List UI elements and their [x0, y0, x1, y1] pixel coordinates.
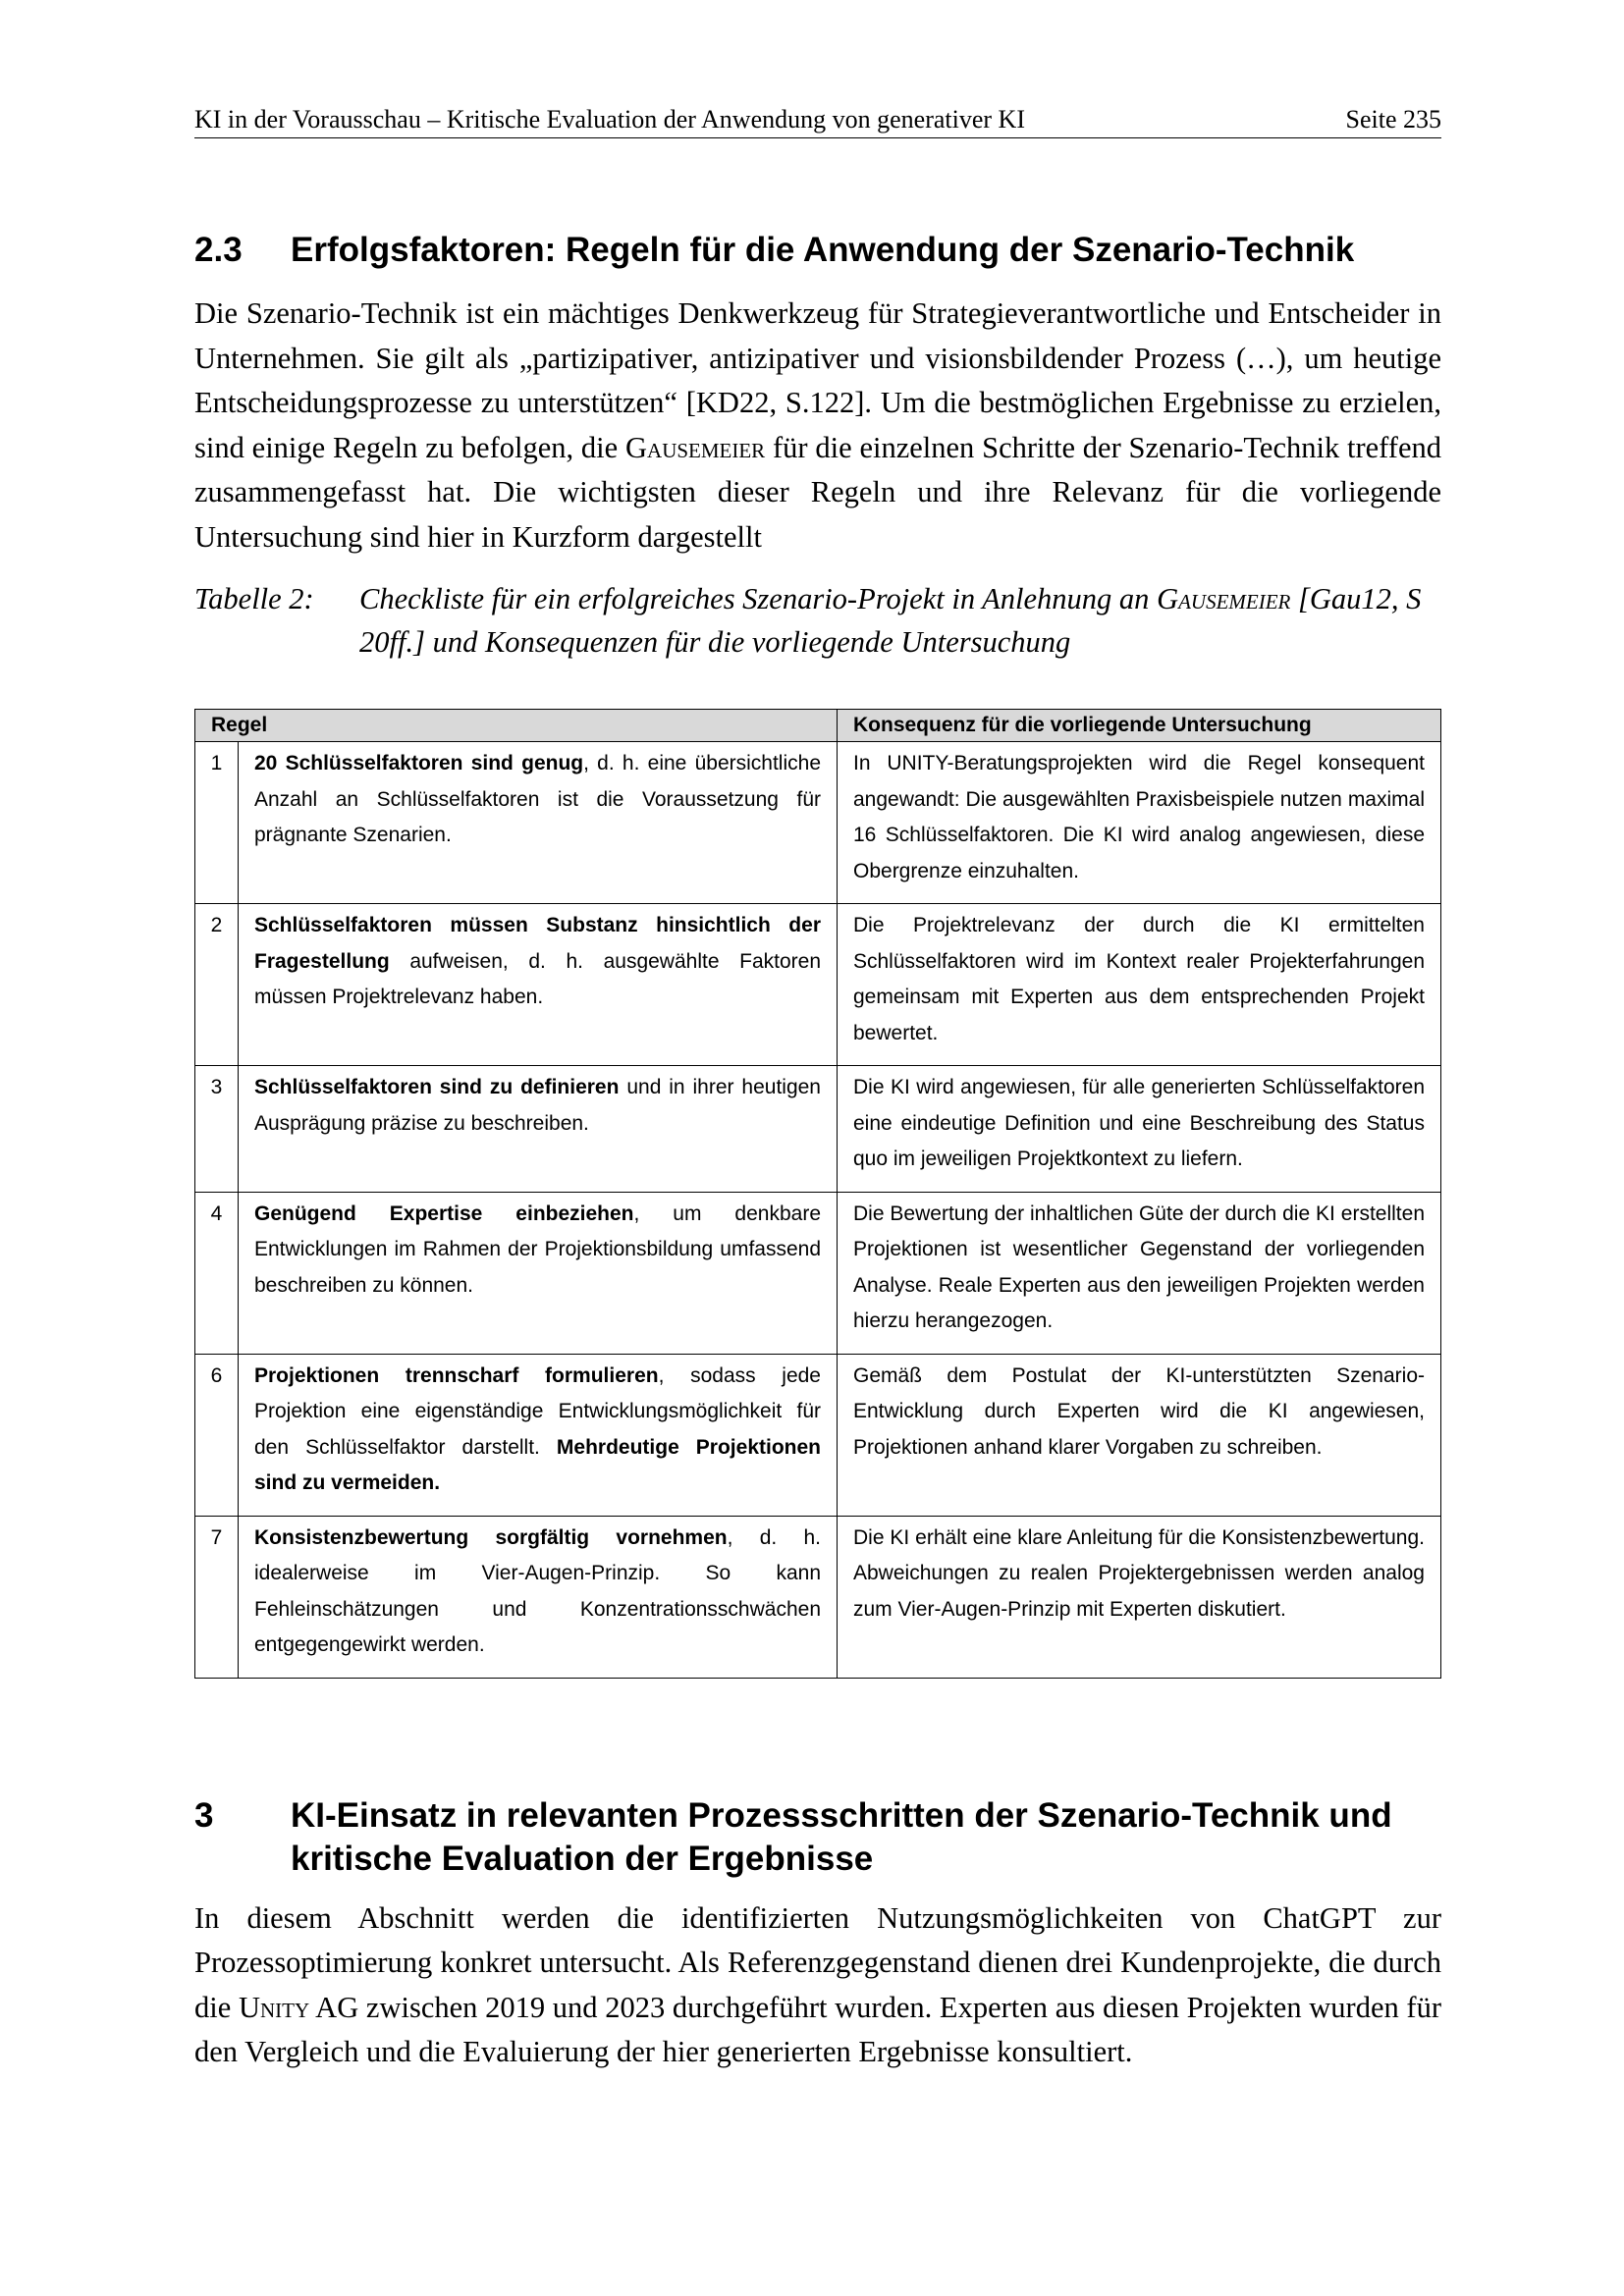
consequence-cell: Die Projektrelevanz der durch die KI ermittelten Schlüsselfaktoren wird im Kontext realer Projekterfahrungen gemeinsam mit Experten aus dem entsprechenden Projekt bewertet. — [838, 904, 1441, 1066]
rule-bold-text: Projektionen trennscharf formulieren — [254, 1363, 659, 1387]
text-run: Checkliste für ein erfolgreiches Szenario-Projekt in Anlehnung an — [359, 582, 1158, 615]
text-run: für die einzelnen Schritte der Szenario-Technik treffend zusammengefasst hat. Die wichtigsten dieser Regeln und ihre Relevanz für die vorliegende Untersuchung sind hier in Kurzform dargestellt — [194, 430, 1441, 554]
rule-cell — [239, 1066, 838, 1193]
rule-text: , d. h. idealerweise im Vier-Augen-Prinzip. So kann Fehleinschätzungen und Konzentrationsschwächen entgegengewirkt werden. — [254, 1525, 821, 1656]
rule-cell — [239, 1192, 838, 1354]
body-paragraph — [194, 1896, 1441, 2075]
caption-text — [359, 577, 1441, 664]
section-heading-3 — [194, 1794, 1441, 1881]
text-run: In diesem Abschnitt werden die identifizierten Nutzungsmöglichkeiten von ChatGPT zur Prozessoptimierung konkret untersucht. Als Referenzgegenstand dienen drei Kundenprojekte, die durch die — [194, 1900, 1441, 2024]
body-paragraph — [194, 292, 1441, 560]
header-title: KI in der Vorausschau – Kritische Evaluation der Anwendung von generativer KI — [194, 105, 1025, 133]
section-number: 3 — [194, 1795, 214, 1835]
rule-cell — [239, 742, 838, 904]
rule-text: , sodass jede Projektion eine eigenständige Entwicklungsmöglichkeit für den Schlüsselfaktor darstellt. — [254, 1363, 821, 1459]
section-title: Erfolgsfaktoren: Regeln für die Anwendung der Szenario-Technik — [291, 231, 1355, 269]
column-header-rule: Regel — [195, 710, 838, 742]
rule-cell — [239, 1516, 838, 1678]
page-number: Seite 235 — [1345, 105, 1441, 133]
rule-number: 3 — [195, 1066, 239, 1193]
table-header-row — [195, 710, 1441, 742]
table-row — [195, 904, 1441, 1066]
rule-number: 1 — [195, 742, 239, 904]
rule-bold-text: Schlüsselfaktoren sind zu definieren — [254, 1076, 620, 1098]
rule-text: , um denkbare Entwicklungen im Rahmen der Projektionsbildung umfassend beschreiben zu können. — [254, 1201, 821, 1297]
rule-cell — [239, 1354, 838, 1516]
table-caption — [194, 577, 1441, 664]
table-row — [195, 1516, 1441, 1678]
table-row — [195, 1192, 1441, 1354]
rule-text: und in ihrer heutigen Ausprägung präzise zu beschreiben. — [254, 1076, 821, 1135]
consequence-cell: Gemäß dem Postulat der KI-unterstützten Szenario-Entwicklung durch Experten wird die KI angewiesen, Projektionen anhand klarer Vorgaben zu schreiben. — [838, 1354, 1441, 1516]
rule-text: , d. h. eine übersichtliche Anzahl an Schlüsselfaktoren ist die Voraussetzung für prägnante Szenarien. — [254, 752, 821, 846]
text-run: Die Szenario-Technik ist ein mächtiges Denkwerkzeug für Strategieverantwortliche und Entscheider in Unternehmen. Sie gilt als „partizipativer, antizipativer und visionsbildender Prozess (…), um heutige Entscheidungsprozesse zu unterstützen“ [KD22, S.122]. Um die bestmöglichen Ergebnisse zu erzielen, sind einige Regeln zu befolgen, die — [194, 296, 1441, 464]
text-run: AG zwischen 2019 und 2023 durchgeführt wurden. Experten aus diesen Projekten wurden für den Vergleich und die Evaluierung der hier generierten Ergebnisse konsultiert. — [194, 1990, 1441, 2068]
rule-bold-text: Genügend Expertise einbeziehen — [254, 1201, 634, 1225]
rule-bold-text: Konsistenzbewertung sorgfältig vornehmen — [254, 1525, 728, 1549]
consequence-cell: Die KI wird angewiesen, für alle generierten Schlüsselfaktoren eine eindeutige Definition und eine Beschreibung des Status quo im jeweiligen Projektkontext zu liefern. — [838, 1066, 1441, 1193]
text-run: [Gau12, S 20ff.] und Konsequenzen für die vorliegende Untersuchung — [359, 582, 1422, 659]
rule-number: 6 — [195, 1354, 239, 1516]
consequence-cell: Die Bewertung der inhaltlichen Güte der durch die KI erstellten Projektionen ist wesentlicher Gegenstand der vorliegenden Analyse. Reale Experten aus den jeweiligen Projekten werden hierzu herangezogen. — [838, 1192, 1441, 1354]
rules-table — [194, 709, 1441, 1679]
rule-number: 4 — [195, 1192, 239, 1354]
rule-number: 2 — [195, 904, 239, 1066]
rule-bold-text: Mehrdeutige Projektionen sind zu vermeiden. — [254, 1435, 821, 1494]
company-name: Unity — [238, 1990, 310, 2024]
section-number: 2.3 — [194, 231, 243, 269]
rule-bold-text: 20 Schlüsselfaktoren sind genug — [254, 752, 584, 774]
section-heading-2-3 — [194, 229, 1441, 272]
column-header-consequence: Konsequenz für die vorliegende Untersuchung — [838, 710, 1441, 742]
author-name: Gausemeier — [625, 430, 766, 464]
caption-label: Tabelle 2: — [194, 582, 314, 615]
rule-bold-text: Schlüsselfaktoren müssen Substanz hinsichtlich der Fragestellung — [254, 914, 821, 973]
consequence-cell: In UNITY-Beratungsprojekten wird die Regel konsequent angewandt: Die ausgewählten Praxisbeispiele nutzen maximal 16 Schlüsselfaktoren. Die KI wird analog angewiesen, diese Obergrenze einzuhalten. — [838, 742, 1441, 904]
consequence-cell: Die KI erhält eine klare Anleitung für die Konsistenzbewertung. Abweichungen zu realen Projektergebnissen werden analog zum Vier-Augen-Prinzip mit Experten diskutiert. — [838, 1516, 1441, 1678]
rule-cell — [239, 904, 838, 1066]
rule-text: aufweisen, d. h. ausgewählte Faktoren müssen Projektrelevanz haben. — [254, 949, 821, 1008]
page — [194, 104, 1441, 2075]
rule-number: 7 — [195, 1516, 239, 1678]
table-row — [195, 1354, 1441, 1516]
section-title: KI-Einsatz in relevanten Prozessschritten der Szenario-Technik und kritische Evaluation der Ergebnisse — [291, 1795, 1392, 1878]
running-header — [194, 104, 1441, 138]
table-row — [195, 1066, 1441, 1193]
author-name: Gausemeier — [1157, 582, 1291, 615]
table-row — [195, 742, 1441, 904]
